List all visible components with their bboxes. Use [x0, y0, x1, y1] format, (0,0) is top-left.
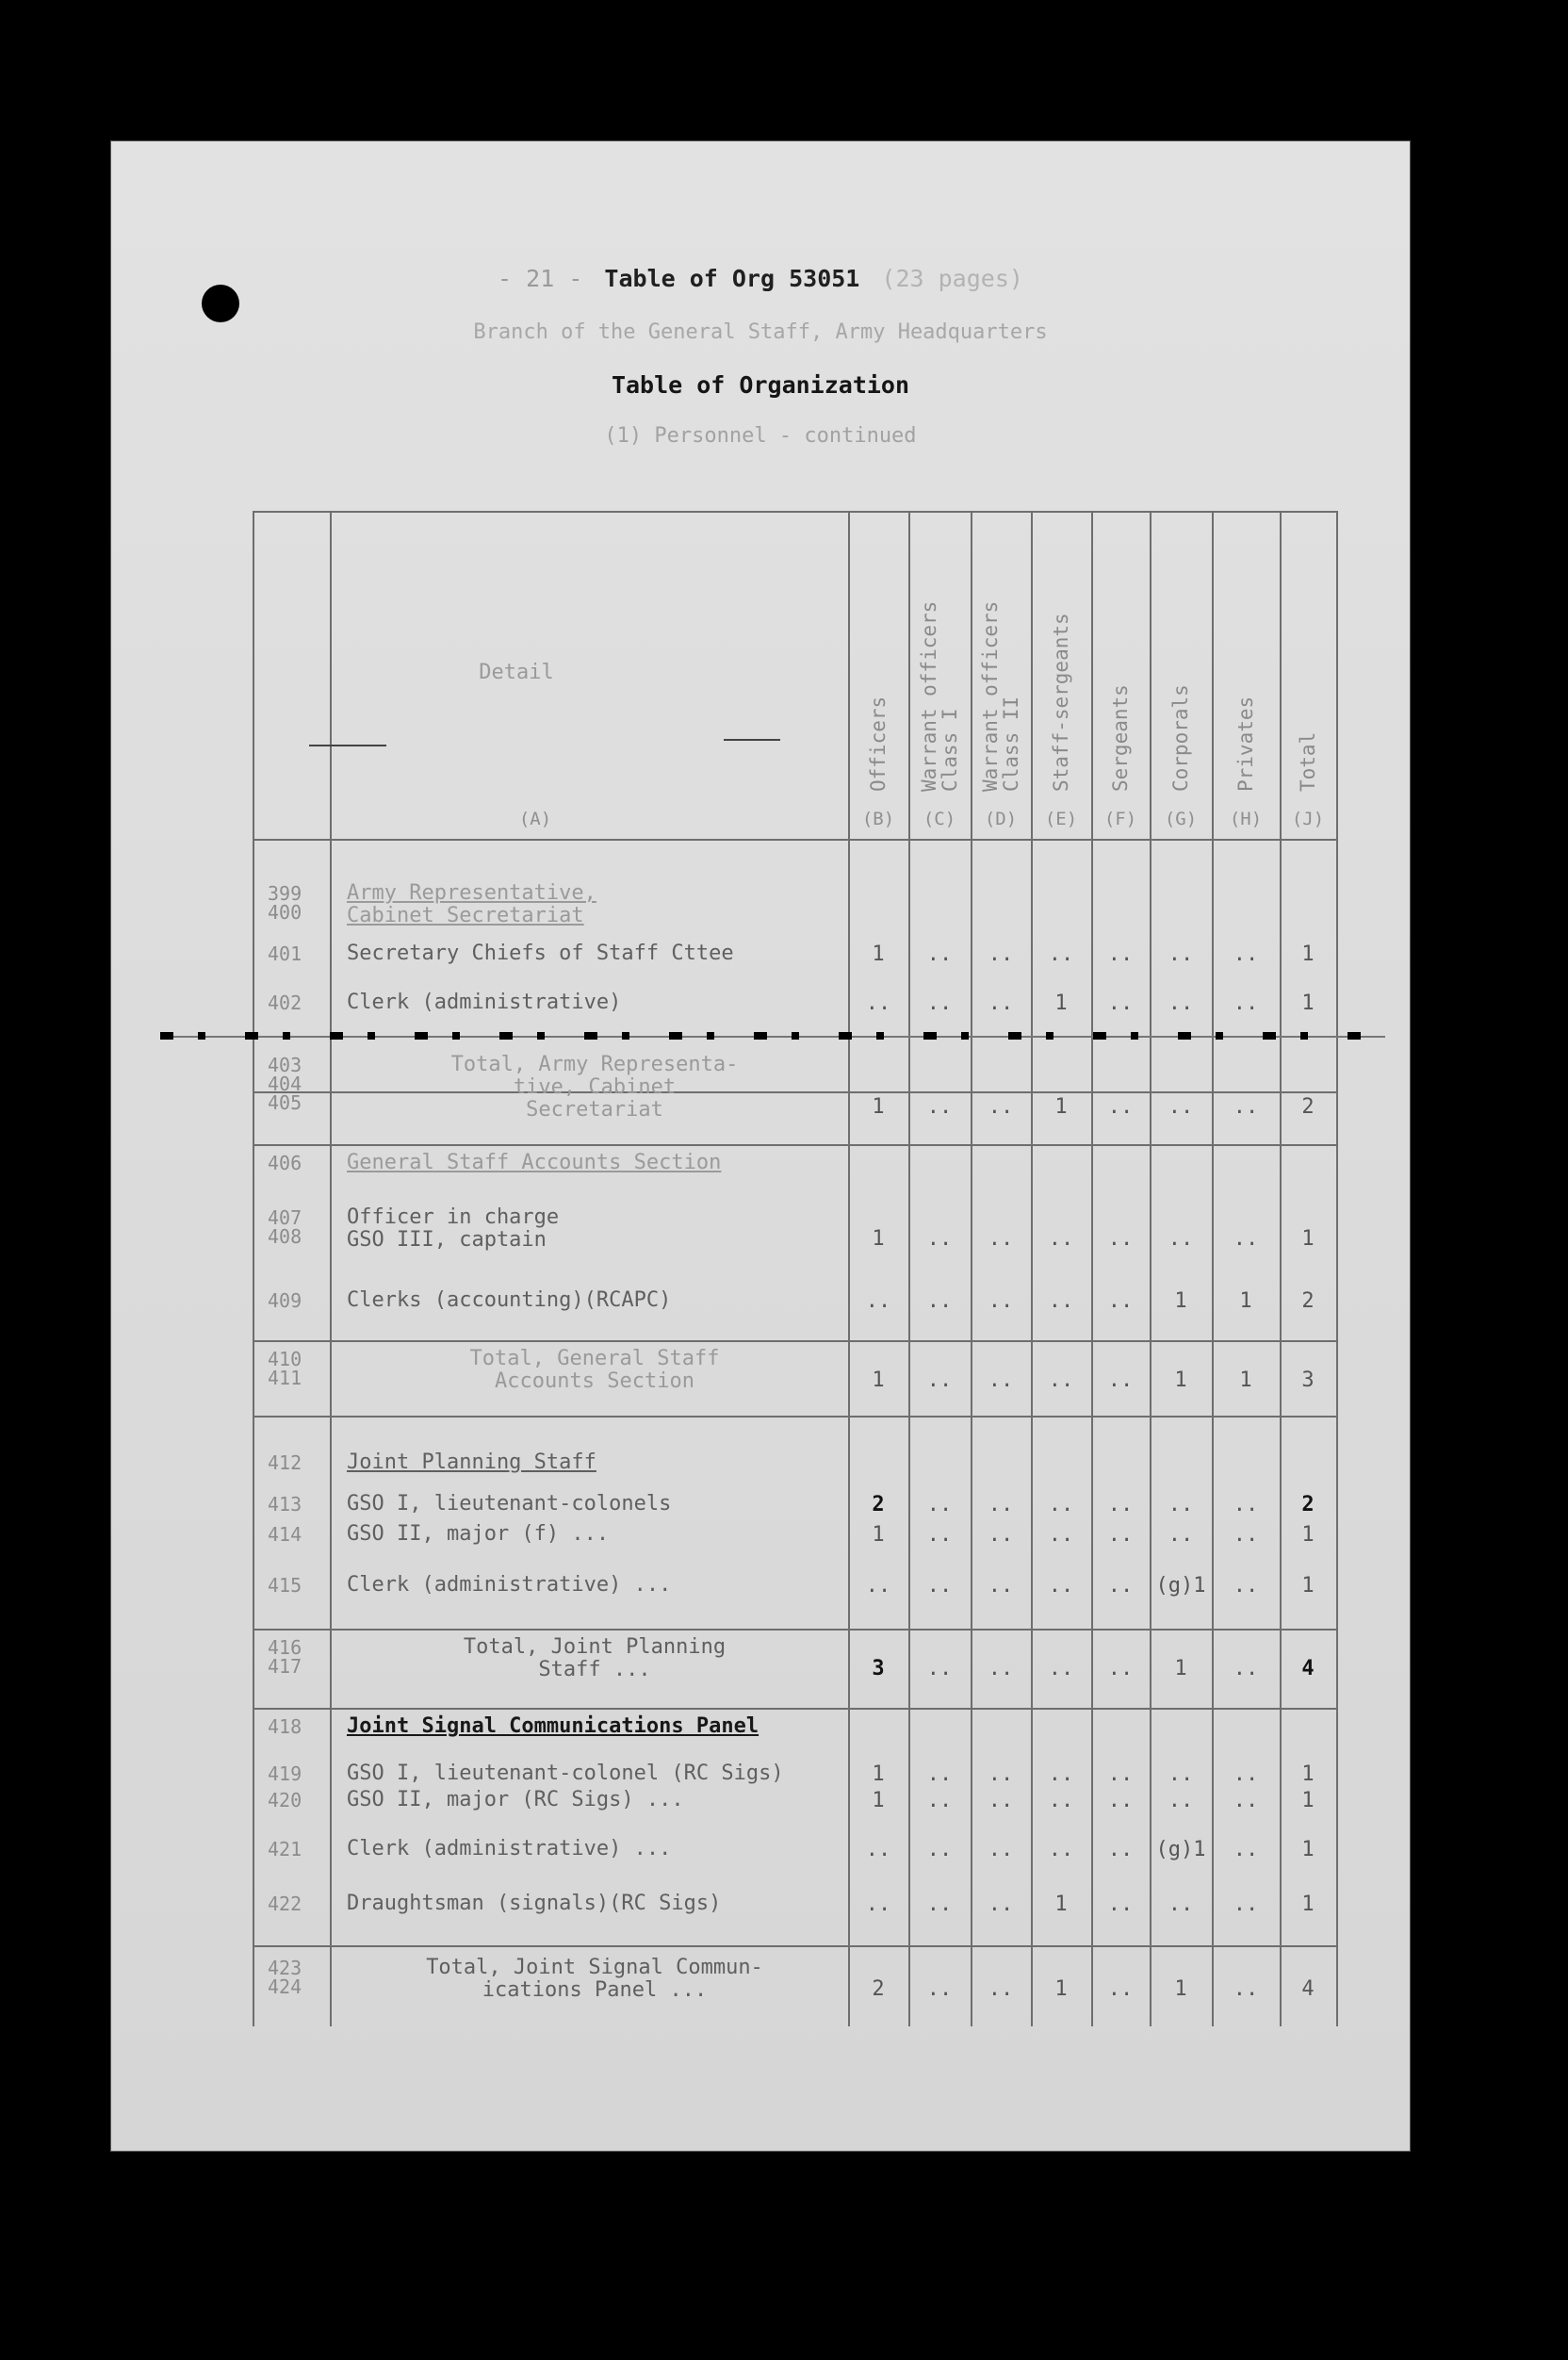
cell-value: 1: [872, 942, 885, 966]
column-code: (H): [1229, 809, 1263, 829]
cell-value: 1: [1054, 1893, 1068, 1916]
cell-value: ..: [1233, 1977, 1259, 2001]
column-code: (G): [1164, 809, 1198, 829]
cell-value: 3: [872, 1657, 885, 1680]
table-top-rule: [253, 511, 1336, 513]
header-dash-mark: [309, 745, 386, 746]
column-heading: Privates: [1234, 696, 1257, 792]
detail-text: Clerks (accounting)(RCAPC): [347, 1288, 672, 1312]
cell-value: ..: [1233, 1838, 1259, 1861]
cell-value: ..: [1048, 1493, 1074, 1516]
cell-value: 1: [1301, 1574, 1315, 1598]
cell-value: ..: [1233, 1574, 1259, 1598]
table-vrule: [1336, 511, 1338, 2026]
cell-value: ..: [988, 1838, 1014, 1861]
cell-value: ..: [1048, 1657, 1074, 1680]
line-number: 418: [268, 1715, 302, 1738]
cell-value: ..: [865, 992, 891, 1015]
table-header-rule: [253, 839, 1336, 841]
line-number: 402: [268, 992, 302, 1014]
line-number: 423 424: [268, 1957, 302, 1998]
cell-value: ..: [926, 992, 953, 1015]
cell-value: 1: [872, 1227, 885, 1251]
cell-value: ..: [988, 1977, 1014, 2001]
cell-value: ..: [1107, 1893, 1134, 1916]
row-rule: [253, 1708, 1336, 1710]
detail-text: Total, General Staff Accounts Section: [469, 1347, 720, 1393]
cell-value: ..: [1233, 1789, 1259, 1812]
cell-value: ..: [1107, 1289, 1134, 1313]
branch-line: Branch of the General Staff, Army Headquarters: [473, 320, 1048, 344]
cell-value: ..: [988, 1227, 1014, 1251]
cell-value: ..: [1233, 1227, 1259, 1251]
column-code: (E): [1044, 809, 1078, 829]
cell-value: ..: [1107, 1977, 1134, 2001]
page-number: - 21 -: [498, 265, 583, 292]
cell-value: ..: [926, 1493, 953, 1516]
line-number: 401: [268, 942, 302, 965]
cell-value: ..: [1233, 1095, 1259, 1119]
table-vrule: [253, 511, 254, 2026]
cell-value: ..: [1048, 1762, 1074, 1786]
cell-value: ..: [1233, 1493, 1259, 1516]
cell-value: ..: [988, 1574, 1014, 1598]
column-code: (J): [1291, 809, 1325, 829]
cell-value: 3: [1301, 1368, 1315, 1392]
cell-value: ..: [988, 1762, 1014, 1786]
cell-value: ..: [988, 992, 1014, 1015]
cell-value: ..: [1233, 1523, 1259, 1547]
cell-value: ..: [926, 1762, 953, 1786]
detail-text: GSO I, lieutenant-colonels: [347, 1492, 672, 1516]
detail-column-heading: Detail: [479, 661, 554, 684]
cell-value: 1: [872, 1095, 885, 1119]
row-rule: [253, 1629, 1336, 1631]
cell-value: ..: [1168, 1893, 1194, 1916]
cell-value: ..: [1107, 1762, 1134, 1786]
row-rule: [253, 1416, 1336, 1418]
cell-value: 1: [1301, 992, 1315, 1015]
cell-value: 4: [1301, 1977, 1315, 2001]
cell-value: ..: [1168, 1227, 1194, 1251]
line-number: 407 408: [268, 1206, 302, 1248]
cell-value: 1: [1174, 1977, 1187, 2001]
cell-value: ..: [1168, 992, 1194, 1015]
cell-value: ..: [1107, 1657, 1134, 1680]
cell-value: ..: [1048, 1289, 1074, 1313]
detail-text: Total, Joint Signal Commun- ications Panel ...: [426, 1956, 763, 2002]
cell-value: 2: [872, 1493, 885, 1516]
cell-value: ..: [926, 1893, 953, 1916]
cell-value: 1: [1174, 1657, 1187, 1680]
cell-value: 1: [1174, 1289, 1187, 1313]
cell-value: ..: [1107, 1523, 1134, 1547]
detail-text: Clerk (administrative): [347, 991, 622, 1014]
cell-value: 1: [872, 1368, 885, 1392]
cell-value: 1: [1301, 1762, 1315, 1786]
cell-value: ..: [988, 942, 1014, 966]
cell-value: ..: [1233, 1893, 1259, 1916]
column-heading: Warrant officers Class I: [918, 600, 961, 792]
document-subtitle: (1) Personnel - continued: [604, 424, 917, 448]
cell-value: 2: [1301, 1095, 1315, 1119]
cell-value: ..: [988, 1368, 1014, 1392]
cell-value: ..: [1048, 1523, 1074, 1547]
cell-value: ..: [926, 1368, 953, 1392]
cell-value: 1: [1239, 1368, 1252, 1392]
cell-value: 1: [1054, 1977, 1068, 2001]
cell-value: ..: [1168, 1095, 1194, 1119]
row-rule: [253, 1144, 1336, 1146]
cell-value: ..: [1107, 1493, 1134, 1516]
cell-value: ..: [926, 1838, 953, 1861]
cell-value: ..: [926, 1289, 953, 1313]
column-heading: Sergeants: [1109, 684, 1132, 792]
cell-value: 1: [1301, 1893, 1315, 1916]
cell-value: ..: [1233, 1657, 1259, 1680]
page-count: (23 pages): [881, 265, 1023, 292]
column-code: (D): [984, 809, 1018, 829]
cell-value: ..: [865, 1289, 891, 1313]
cell-value: ..: [1233, 942, 1259, 966]
cell-value: 1: [1174, 1368, 1187, 1392]
column-heading: Staff-sergeants: [1050, 613, 1072, 792]
cell-value: 1: [1054, 992, 1068, 1015]
detail-text: Total, Army Representa- tive, Cabinet Secretariat: [450, 1053, 739, 1122]
cell-value: 2: [1301, 1289, 1315, 1313]
line-number: 410 411: [268, 1348, 302, 1389]
line-number: 422: [268, 1893, 302, 1915]
cell-value: ..: [1048, 942, 1074, 966]
table-vrule: [330, 511, 332, 2026]
cell-value: ..: [1107, 942, 1134, 966]
line-number: 415: [268, 1574, 302, 1597]
line-number: 416 417: [268, 1636, 302, 1678]
cell-value: ..: [1048, 1227, 1074, 1251]
punch-hole: [202, 285, 239, 322]
cell-value: (g)1: [1155, 1838, 1206, 1861]
line-number: 420: [268, 1789, 302, 1811]
line-number: 406: [268, 1152, 302, 1174]
cell-value: ..: [926, 1523, 953, 1547]
detail-text: General Staff Accounts Section: [347, 1151, 722, 1174]
detail-text: GSO I, lieutenant-colonel (RC Sigs): [347, 1762, 784, 1785]
cell-value: ..: [988, 1789, 1014, 1812]
cell-value: ..: [988, 1095, 1014, 1119]
cell-value: 1: [1301, 1227, 1315, 1251]
column-code: (C): [923, 809, 956, 829]
cell-value: ..: [1048, 1789, 1074, 1812]
cell-value: 1: [872, 1523, 885, 1547]
detail-text: Officer in charge GSO III, captain: [347, 1205, 560, 1252]
detail-text: GSO II, major (RC Sigs) ...: [347, 1788, 684, 1811]
cell-value: ..: [926, 1574, 953, 1598]
cell-value: ..: [1107, 1368, 1134, 1392]
detail-text: Clerk (administrative) ...: [347, 1837, 672, 1860]
header-dash-mark: [724, 739, 780, 741]
cell-value: ..: [926, 1227, 953, 1251]
fold-tear: [160, 1032, 1385, 1040]
detail-text: Joint Signal Communications Panel: [347, 1714, 760, 1738]
cell-value: 1: [1054, 1095, 1068, 1119]
cell-value: ..: [1107, 1789, 1134, 1812]
cell-value: ..: [926, 1657, 953, 1680]
cell-value: ..: [988, 1523, 1014, 1547]
cell-value: ..: [865, 1893, 891, 1916]
cell-value: ..: [1233, 1762, 1259, 1786]
cell-value: ..: [1107, 1227, 1134, 1251]
detail-text: Clerk (administrative) ...: [347, 1573, 672, 1597]
cell-value: ..: [1048, 1574, 1074, 1598]
cell-value: 1: [1301, 1789, 1315, 1812]
cell-value: ..: [926, 942, 953, 966]
cell-value: ..: [1168, 1789, 1194, 1812]
cell-value: (g)1: [1155, 1574, 1206, 1598]
cell-value: 1: [1301, 1523, 1315, 1547]
column-code: (B): [861, 809, 895, 829]
row-rule: [253, 1340, 1336, 1342]
cell-value: ..: [988, 1893, 1014, 1916]
cell-value: 1: [1239, 1289, 1252, 1313]
column-heading: Total: [1297, 731, 1319, 792]
detail-text: Joint Planning Staff: [347, 1450, 596, 1474]
line-number: 412: [268, 1451, 302, 1474]
cell-value: ..: [1168, 1493, 1194, 1516]
column-heading: Warrant officers Class II: [979, 600, 1022, 792]
cell-value: ..: [1048, 1368, 1074, 1392]
cell-value: ..: [1168, 1523, 1194, 1547]
cell-value: ..: [1168, 942, 1194, 966]
detail-column-code: (A): [518, 809, 552, 829]
organization-table: [111, 141, 1410, 2151]
org-reference: Table of Org 53051: [604, 265, 860, 292]
cell-value: ..: [926, 1977, 953, 2001]
cell-value: ..: [1048, 1838, 1074, 1861]
line-number: 419: [268, 1762, 302, 1785]
cell-value: ..: [988, 1657, 1014, 1680]
detail-text: Total, Joint Planning Staff ...: [463, 1635, 727, 1681]
detail-text: Draughtsman (signals)(RC Sigs): [347, 1892, 722, 1915]
line-number: 409: [268, 1289, 302, 1312]
cell-value: ..: [865, 1574, 891, 1598]
cell-value: 1: [872, 1789, 885, 1812]
cell-value: 1: [1301, 1838, 1315, 1861]
line-number: 399 400: [268, 882, 302, 924]
document-title: Table of Organization: [611, 371, 910, 399]
cell-value: ..: [1107, 1574, 1134, 1598]
cell-value: ..: [1233, 992, 1259, 1015]
detail-text: Army Representative, Cabinet Secretariat: [347, 881, 596, 927]
line-number: 414: [268, 1523, 302, 1546]
cell-value: ..: [926, 1789, 953, 1812]
line-number: 403 404 405: [268, 1054, 302, 1114]
detail-text: Secretary Chiefs of Staff Cttee: [347, 942, 734, 965]
cell-value: 4: [1301, 1657, 1315, 1680]
column-code: (F): [1103, 809, 1137, 829]
cell-value: ..: [1107, 1838, 1134, 1861]
cell-value: 1: [872, 1762, 885, 1786]
column-heading: Corporals: [1169, 684, 1192, 792]
document-page: [111, 141, 1410, 2151]
cell-value: ..: [926, 1095, 953, 1119]
cell-value: ..: [988, 1493, 1014, 1516]
cell-value: ..: [988, 1289, 1014, 1313]
cell-value: ..: [1107, 1095, 1134, 1119]
row-rule: [253, 1945, 1336, 1947]
line-number: 421: [268, 1838, 302, 1860]
cell-value: 2: [1301, 1493, 1315, 1516]
column-heading: Officers: [867, 696, 890, 792]
cell-value: ..: [1107, 992, 1134, 1015]
cell-value: ..: [865, 1838, 891, 1861]
line-number: 413: [268, 1493, 302, 1516]
detail-text: GSO II, major (f) ...: [347, 1522, 610, 1546]
cell-value: 2: [872, 1977, 885, 2001]
cell-value: 1: [1301, 942, 1315, 966]
cell-value: ..: [1168, 1762, 1194, 1786]
